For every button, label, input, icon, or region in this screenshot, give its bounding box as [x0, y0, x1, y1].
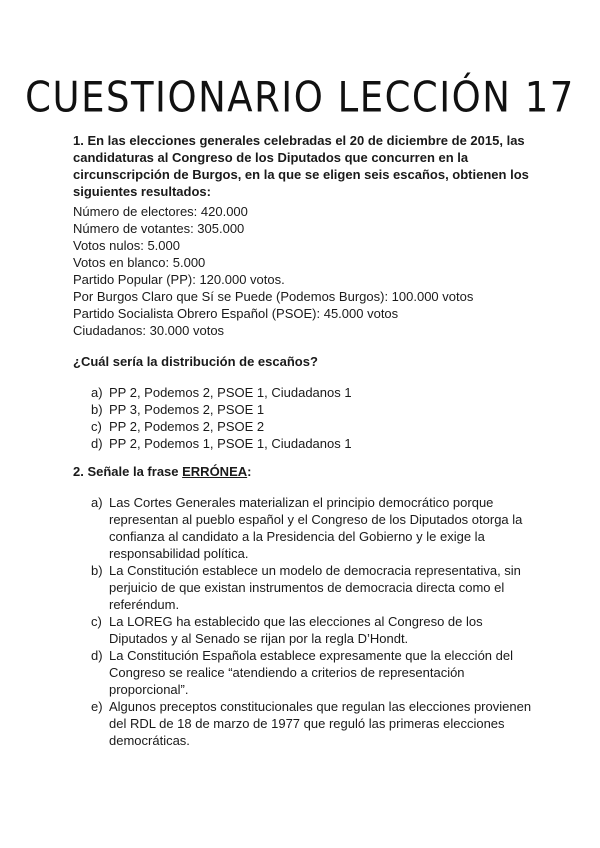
option-d — [91, 435, 541, 452]
option-letter: b) — [91, 402, 103, 417]
data-line: Votos en blanco: 5.000 — [73, 255, 206, 270]
option-c — [91, 418, 541, 435]
option-a — [91, 384, 541, 401]
option-text: PP 2, Podemos 2, PSOE 1, Ciudadanos 1 — [109, 385, 352, 400]
option-b — [91, 401, 541, 418]
data-line: Por Burgos Claro que Sí se Puede (Podemos Burgos): 100.000 votos — [73, 289, 474, 304]
question-1-statement: 1. En las elecciones generales celebradas el 20 de diciembre de 2015, las candidaturas al Congreso de los Diputados que concurren en la circunscripción de Burgos, en la que se eligen seis escaños, obtienen los siguientes resultados: — [73, 133, 529, 199]
option-letter: c) — [91, 419, 102, 434]
question-2-statement — [73, 463, 251, 480]
option-text: La Constitución Española establece expresamente que la elección del Congreso se realice “atendiendo a criterios de representación proporcional”. — [109, 648, 513, 697]
option-d — [91, 647, 541, 698]
question-1-options — [91, 384, 541, 452]
question-2-prefix: 2. Señale la frase — [73, 464, 183, 479]
option-a — [91, 494, 541, 562]
option-letter: e) — [91, 699, 103, 714]
question-2-options — [91, 494, 541, 749]
option-text: La LOREG ha establecido que las elecciones al Congreso de los Diputados y al Senado se rijan por la regla D’Hondt. — [109, 614, 483, 646]
option-letter: d) — [91, 648, 103, 663]
option-c — [91, 613, 541, 647]
option-text: Las Cortes Generales materializan el principio democrático porque representan al pueblo español y el Congreso de los Diputados otorga la confianza al candidato a la Presidencia del Gobierno y le exige la responsabilidad política. — [109, 495, 523, 561]
option-text: Algunos preceptos constitucionales que regulan las elecciones provienen del RDL de 18 de marzo de 1977 que reguló las primeras elecciones democráticas. — [109, 699, 532, 748]
option-text: PP 2, Podemos 1, PSOE 1, Ciudadanos 1 — [109, 436, 352, 451]
page-title: CUESTIONARIO LECCIÓN 17 — [25, 73, 575, 122]
option-letter: b) — [91, 563, 103, 578]
data-line: Votos nulos: 5.000 — [73, 238, 180, 253]
option-letter: a) — [91, 495, 103, 510]
option-letter: c) — [91, 614, 102, 629]
option-letter: a) — [91, 385, 103, 400]
option-b — [91, 562, 541, 613]
question-2-emphasis: ERRÓNEA — [182, 464, 248, 479]
data-line: Partido Socialista Obrero Español (PSOE): 45.000 votos — [73, 306, 399, 321]
question-1-data — [73, 203, 543, 339]
option-e — [91, 698, 541, 749]
option-text: La Constitución establece un modelo de democracia representativa, sin perjuicio de que existan instrumentos de democracia directa como el referéndum. — [109, 563, 521, 612]
option-text: PP 2, Podemos 2, PSOE 2 — [109, 419, 265, 434]
option-letter: d) — [91, 436, 103, 451]
data-line: Partido Popular (PP): 120.000 votos. — [73, 272, 285, 287]
data-line: Número de electores: 420.000 — [73, 204, 248, 219]
data-line: Número de votantes: 305.000 — [73, 221, 245, 236]
option-text: PP 3, Podemos 2, PSOE 1 — [109, 402, 265, 417]
question-2-suffix: : — [247, 464, 252, 479]
data-line: Ciudadanos: 30.000 votos — [73, 323, 225, 338]
question-1-prompt: ¿Cuál sería la distribución de escaños? — [73, 354, 318, 369]
